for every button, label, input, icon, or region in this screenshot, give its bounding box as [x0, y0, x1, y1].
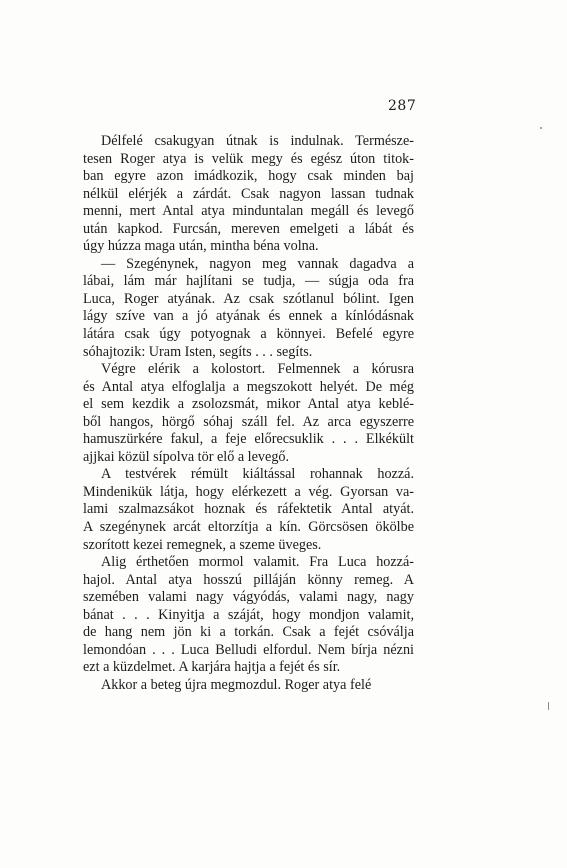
paragraph	[83, 554, 414, 677]
paragraph	[83, 677, 414, 695]
body-text	[83, 133, 414, 695]
text-line: lami szalmazsákot hoznak és ráfektetik Antal atyát.	[83, 501, 414, 518]
text-line: de hang nem jön ki a torkán. Csak a fejét csóválja	[83, 624, 414, 641]
text-line: és Antal atya elfoglalja a megszokott helyét. De még	[83, 378, 414, 395]
text-line: ajjkai közül sípolva tör elő a levegő.	[83, 448, 290, 465]
text-line: ezt a küzdelmet. A karjára hajtja a fejét és sír.	[83, 659, 341, 676]
text-line: ban egyre azon imádkozik, hogy csak minden baj	[83, 168, 414, 185]
paragraph	[83, 256, 414, 361]
text-line: A testvérek rémült kiáltással rohannak hozzá.	[101, 466, 414, 483]
paragraph	[83, 466, 414, 554]
text-line: Délfelé csakugyan útnak is indulnak. Természe-	[101, 133, 414, 149]
paragraph	[83, 361, 414, 466]
text-line: látára csak úgy potyognak a könnyei. Befelé egyre	[83, 326, 414, 343]
text-line: sóhajtozik: Uram Isten, segíts . . . segíts.	[83, 343, 313, 360]
text-line: úgy húzza maga után, mintha béna volna.	[83, 238, 319, 255]
text-line: után kapkod. Furcsán, mereven emelgeti a lábát és	[83, 220, 414, 237]
text-line: — Szegénynek, nagyon meg vannak dagadva a	[101, 255, 414, 272]
text-line: tesen Roger atya is velük megy és egész úton titok-	[83, 150, 414, 167]
paragraph	[83, 133, 414, 256]
text-line: Mindenikük látja, hogy elérkezett a vég. Gyorsan va-	[83, 483, 414, 500]
text-line: lemondóan . . . Luca Belludi elfordul. Nem bírja nézni	[83, 641, 414, 658]
paper-speck	[540, 127, 542, 129]
text-line: bánat . . . Kinyitja a száját, hogy mondjon valamit,	[83, 606, 414, 623]
text-line: nélkül elérjék a zárdát. Csak nagyon lassan tudnak	[83, 185, 414, 202]
paper-speck	[548, 702, 549, 710]
text-line: lábai, lám már hajlítani se tudja, — súgja oda fra	[83, 273, 414, 290]
text-line: szemében valami nagy vágyódás, valami nagy, nagy	[83, 589, 414, 606]
text-line: Alig érthetően mormol valamit. Fra Luca hozzá-	[101, 554, 414, 571]
text-line: Luca, Roger atyának. Az csak szótlanul bólint. Igen	[83, 290, 414, 307]
page-number: 287	[388, 98, 417, 114]
text-line: Akkor a beteg újra megmozdul. Roger atya felé	[101, 676, 372, 693]
text-line: hajol. Antal atya hosszú pilláján könny remeg. A	[83, 571, 414, 588]
text-line: hamuszürkére fakul, a feje előrecsuklik . . . Elkékült	[83, 431, 414, 448]
text-line: A szegénynek arcát eltorzítja a kín. Görcsösen ökölbe	[83, 519, 414, 536]
text-line: szorított kezei remegnek, a szeme üveges.	[83, 536, 322, 553]
text-line: ből hangos, hörgő sóhaj száll fel. Az arca egyszerre	[83, 413, 414, 430]
text-line: lágy szíve van a jó atyának és ennek a kínlódásnak	[83, 308, 414, 325]
text-line: menni, mert Antal atya minduntalan megáll és levegő	[83, 203, 414, 220]
text-line: el sem kezdik a zsolozsmát, mikor Antal atya keblé-	[83, 396, 414, 413]
text-line: Végre elérik a kolostort. Felmennek a kórusra	[101, 361, 414, 378]
